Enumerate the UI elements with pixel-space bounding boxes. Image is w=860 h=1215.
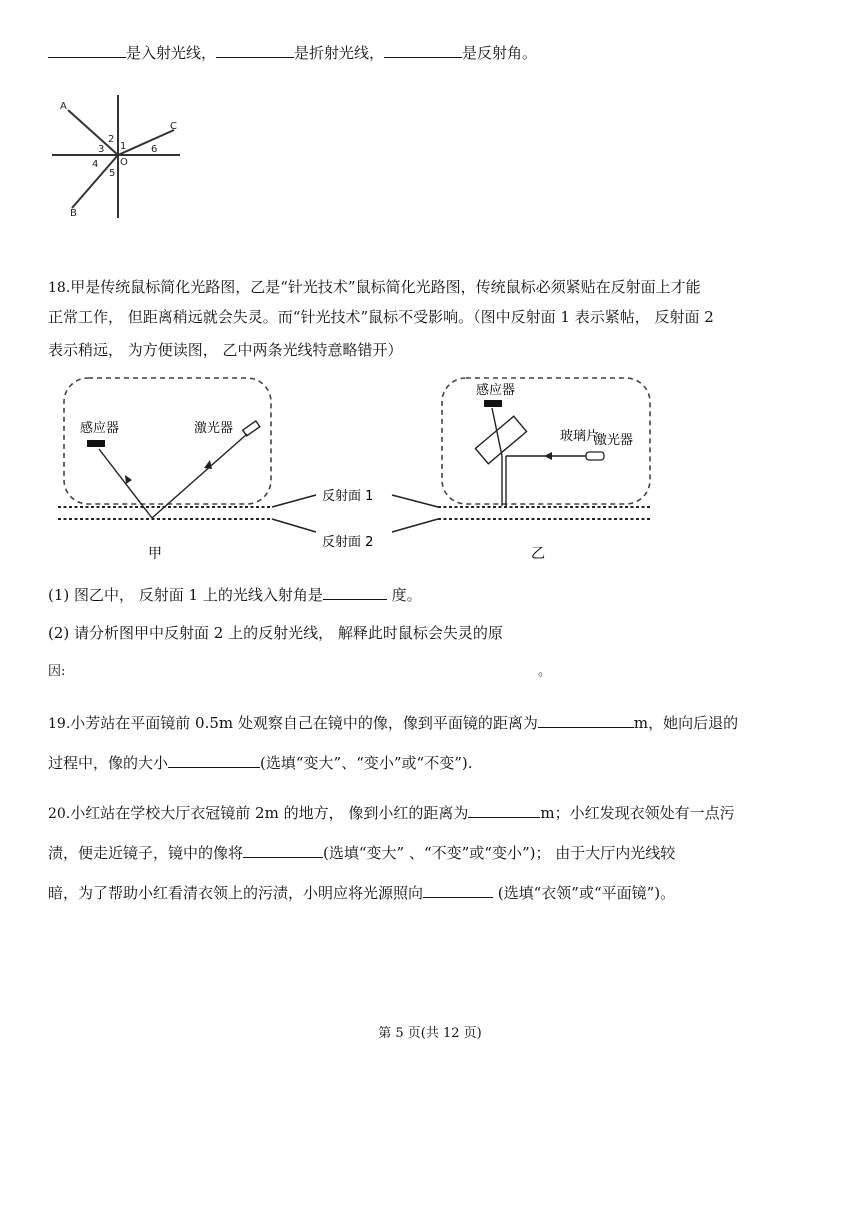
q20-line3: 暗，为了帮助小红看清衣领上的污渍，小明应将光源照向 (选填“衣领”或“平面镜”)。 <box>48 884 676 902</box>
label-5: 5 <box>109 168 116 179</box>
jia-sensor-label: 感应器 <box>80 421 120 436</box>
q18-text-line2: 正常工作， 但距离稍远就会失灵。而“针光技术”鼠标不受影响。（图中反射面 1 表示紧帖， 反射面 2 <box>48 308 714 326</box>
label-A: A <box>60 101 67 112</box>
q19-line1: 19.小芳站在平面镜前 0.5m 处观察自己在镜中的像，像到平面镜的距离为 m，她向后退的 <box>48 714 739 732</box>
surface2-label: 反射面 2 <box>322 535 374 550</box>
label-1: 1 <box>120 141 127 152</box>
label-3: 3 <box>98 144 105 155</box>
answer-blank-incident-angle[interactable] <box>323 585 387 600</box>
answer-blank-image-change[interactable] <box>243 843 323 858</box>
q19-line2: 过程中，像的大小 (选填“变大”、“变小”或“不变”). <box>48 754 473 772</box>
q18-sub2-end: 。 <box>538 664 552 679</box>
answer-blank-image-size[interactable] <box>168 753 260 768</box>
q20-line1: 20.小红站在学校大厅衣冠镜前 2m 的地方， 像到小红的距离为 m；小红发现衣领处有一点污 <box>48 804 735 822</box>
q18-mouse-figure <box>44 370 816 570</box>
label-O: O <box>120 157 128 168</box>
answer-blank-image-distance[interactable] <box>538 713 634 728</box>
q17-line: 是入射光线， 是折射光线， 是反射角。 <box>48 42 537 63</box>
label-4: 4 <box>92 159 99 170</box>
label-2: 2 <box>108 134 115 145</box>
jia-label: 甲 <box>148 546 162 562</box>
yi-sensor-label: 感应器 <box>476 383 516 398</box>
jia-laser-label: 激光器 <box>194 421 234 436</box>
yi-sensor <box>484 400 502 407</box>
label-B: B <box>70 208 77 219</box>
label-C: C <box>170 121 177 132</box>
q18-text-line1: 18.甲是传统鼠标简化光路图，乙是“针光技术”鼠标简化光路图，传统鼠标必须紧贴在反射面上才能 <box>48 278 701 296</box>
yi-laser <box>586 452 604 460</box>
answer-blank-distance[interactable] <box>468 803 540 818</box>
yi-label: 乙 <box>531 546 545 562</box>
answer-blank-light-target[interactable] <box>423 883 493 898</box>
q20-line2: 渍，便走近镜子，镜中的像将 (选填“变大” 、“不变”或“变小”)； 由于大厅内光线较 <box>48 844 676 862</box>
answer-blank-reflection-angle[interactable] <box>384 43 462 58</box>
label-6: 6 <box>151 144 158 155</box>
answer-blank-refracted-ray[interactable] <box>216 43 294 58</box>
page-footer: 第 5 页(共 12 页) <box>378 1026 482 1041</box>
q17-ray-figure <box>48 92 188 222</box>
yi-glass-label: 玻璃片 <box>560 429 600 444</box>
yi-laser-label: 激光器 <box>594 433 634 448</box>
q18-sub1: (1) 图乙中， 反射面 1 上的光线入射角是 度。 <box>48 586 422 604</box>
q18-text-line3: 表示稍远， 为方便读图， 乙中两条光线特意略错开） <box>48 341 403 359</box>
surface1-label: 反射面 1 <box>322 489 374 504</box>
jia-laser <box>243 421 260 436</box>
jia-sensor <box>87 440 105 447</box>
answer-blank-incident-ray[interactable] <box>48 43 126 58</box>
q18-sub2: (2) 请分析图甲中反射面 2 上的反射光线， 解释此时鼠标会失灵的原 <box>48 624 503 642</box>
q18-sub2-cont: 因: <box>48 664 66 679</box>
